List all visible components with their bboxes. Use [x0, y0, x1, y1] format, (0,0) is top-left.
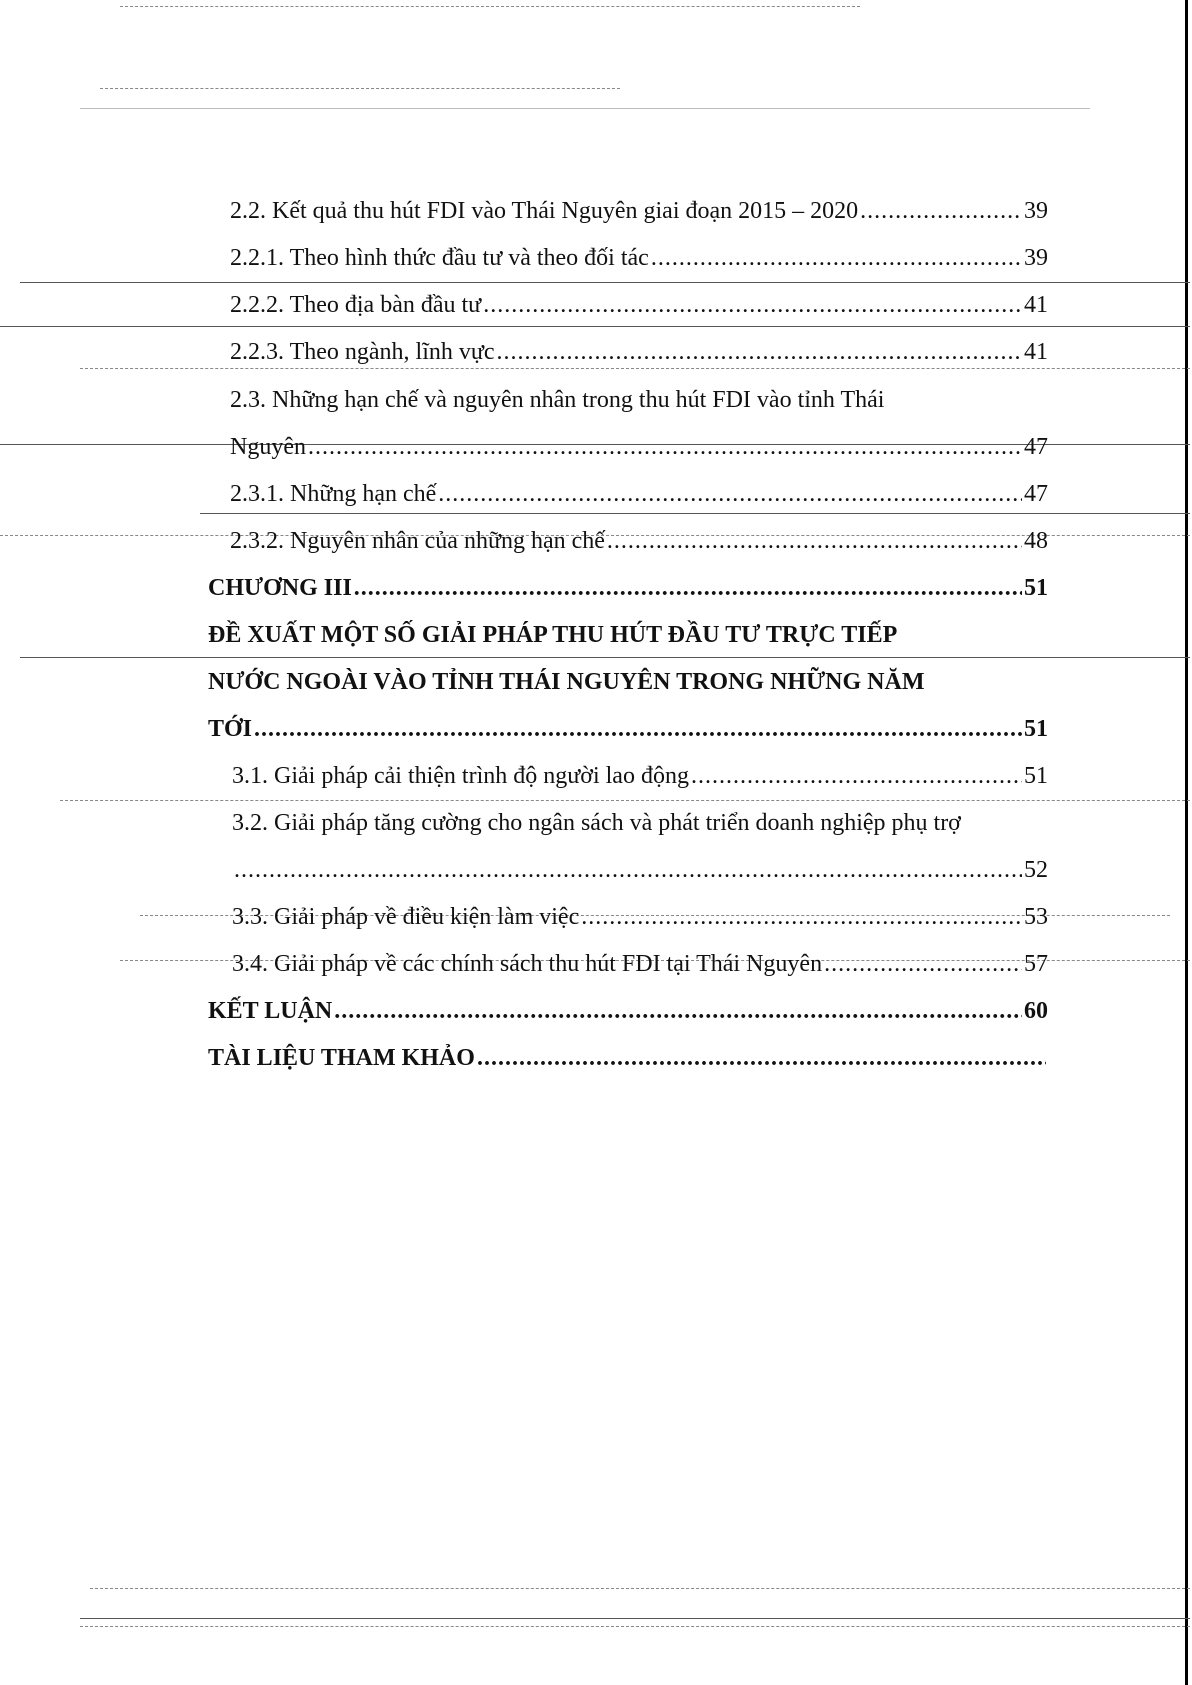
toc-entry-label: 2.3.1. Những hạn chế: [230, 481, 437, 507]
toc-entry-label: NƯỚC NGOÀI VÀO TỈNH THÁI NGUYÊN TRONG NHỮNG NĂM: [208, 669, 925, 695]
toc-entry-label: 3.3. Giải pháp về điều kiện làm việc: [232, 904, 580, 930]
toc-entry-label: 2.3. Những hạn chế và nguyên nhân trong thu hút FDI vào tỉnh Thái: [230, 387, 885, 413]
scan-line: [200, 513, 1190, 514]
toc-entry-chapter-title-line[interactable]: [208, 667, 1048, 697]
toc-leader-dots: [234, 855, 1022, 885]
toc-entry-continuation[interactable]: [232, 855, 1048, 885]
toc-entry-page: 53: [1024, 904, 1048, 930]
toc-entry-page: 41: [1024, 339, 1048, 365]
toc-entry-page: 41: [1024, 292, 1048, 318]
toc-entry[interactable]: [230, 526, 1048, 556]
toc-entry-label: ĐỀ XUẤT MỘT SỐ GIẢI PHÁP THU HÚT ĐẦU TƯ TRỰC TIẾP: [208, 622, 898, 648]
toc-entry-chapter-title[interactable]: [208, 714, 1048, 744]
toc-entry-page: 39: [1024, 198, 1048, 224]
toc-entry-label: 2.2. Kết quả thu hút FDI vào Thái Nguyên giai đoạn 2015 – 2020: [230, 198, 859, 224]
toc-leader-dots: [651, 243, 1022, 273]
toc-entry[interactable]: [230, 337, 1048, 367]
toc-entry-page: 48: [1024, 528, 1048, 554]
toc-leader-dots: [607, 526, 1022, 556]
toc-entry-label: 2.2.1. Theo hình thức đầu tư và theo đối tác: [230, 245, 649, 271]
toc-leader-dots: [308, 432, 1022, 462]
toc-entry-label: Nguyên: [230, 434, 306, 460]
toc-entry[interactable]: [230, 290, 1048, 320]
toc-leader-dots: [581, 902, 1022, 932]
toc-entry[interactable]: [232, 902, 1048, 932]
toc-entry[interactable]: [230, 196, 1048, 226]
page-edge-scan: [1185, 0, 1188, 1685]
toc-entry-page: 47: [1024, 481, 1048, 507]
toc-entry-page: 51: [1024, 716, 1048, 742]
toc-entry[interactable]: [232, 761, 1048, 791]
toc-entry-label: KẾT LUẬN: [208, 998, 333, 1024]
toc-entry-page: 60: [1024, 998, 1048, 1024]
scan-line: [60, 800, 1190, 801]
scan-line: [80, 1618, 1190, 1619]
toc-entry-label: 2.2.3. Theo ngành, lĩnh vực: [230, 339, 495, 365]
toc-leader-dots: [497, 337, 1022, 367]
toc-leader-dots: [354, 573, 1022, 603]
scan-line: [80, 1626, 1190, 1627]
toc-entry-label: TÀI LIỆU THAM KHẢO: [208, 1045, 475, 1071]
toc-entry-page: 51: [1024, 763, 1048, 789]
toc-entry[interactable]: [230, 479, 1048, 509]
scan-line: [100, 88, 620, 89]
toc-entry-references[interactable]: [208, 1043, 1048, 1073]
toc-entry[interactable]: [230, 432, 1048, 462]
toc-entry-label: 3.4. Giải pháp về các chính sách thu hút FDI tại Thái Nguyên: [232, 951, 823, 977]
toc-entry-label: TỚI: [208, 716, 253, 742]
scan-line: [80, 368, 1190, 369]
toc-entry-page: 47: [1024, 434, 1048, 460]
toc-entry-label: 2.3.2. Nguyên nhân của những hạn chế: [230, 528, 605, 554]
scan-line: [20, 657, 1190, 658]
toc-leader-dots: [254, 714, 1022, 744]
toc-leader-dots: [334, 996, 1022, 1026]
toc-entry-conclusion[interactable]: [208, 996, 1048, 1026]
toc-leader-dots: [477, 1043, 1046, 1073]
toc-entry-page: 39: [1024, 245, 1048, 271]
scan-line: [80, 108, 1090, 109]
toc-entry-chapter-title-line[interactable]: [208, 620, 1048, 650]
toc-leader-dots: [438, 479, 1022, 509]
toc-entry[interactable]: [232, 949, 1048, 979]
toc-entry[interactable]: [230, 243, 1048, 273]
toc-entry-label: 2.2.2. Theo địa bàn đầu tư: [230, 292, 482, 318]
toc-leader-dots: [860, 196, 1022, 226]
toc-entry-label: 3.2. Giải pháp tăng cường cho ngân sách và phát triển doanh nghiệp phụ trợ: [232, 810, 961, 836]
toc-leader-dots: [824, 949, 1022, 979]
toc-leader-dots: [691, 761, 1022, 791]
toc-entry-chapter[interactable]: [208, 573, 1048, 603]
toc-entry-label: 3.1. Giải pháp cải thiện trình độ người lao động: [232, 763, 689, 789]
scan-line: [120, 6, 860, 7]
toc-entry-label: CHƯƠNG III: [208, 575, 352, 601]
toc-entry-heading-line[interactable]: [230, 385, 1048, 415]
toc-entry-page: 52: [1024, 857, 1048, 883]
toc-entry-page: 57: [1024, 951, 1048, 977]
toc-leader-dots: [483, 290, 1022, 320]
toc-entry-page: 51: [1024, 575, 1048, 601]
scan-line: [0, 326, 1190, 327]
toc-entry-heading-line[interactable]: [232, 808, 1048, 838]
scan-line: [20, 282, 1190, 283]
scan-line: [90, 1588, 1190, 1589]
